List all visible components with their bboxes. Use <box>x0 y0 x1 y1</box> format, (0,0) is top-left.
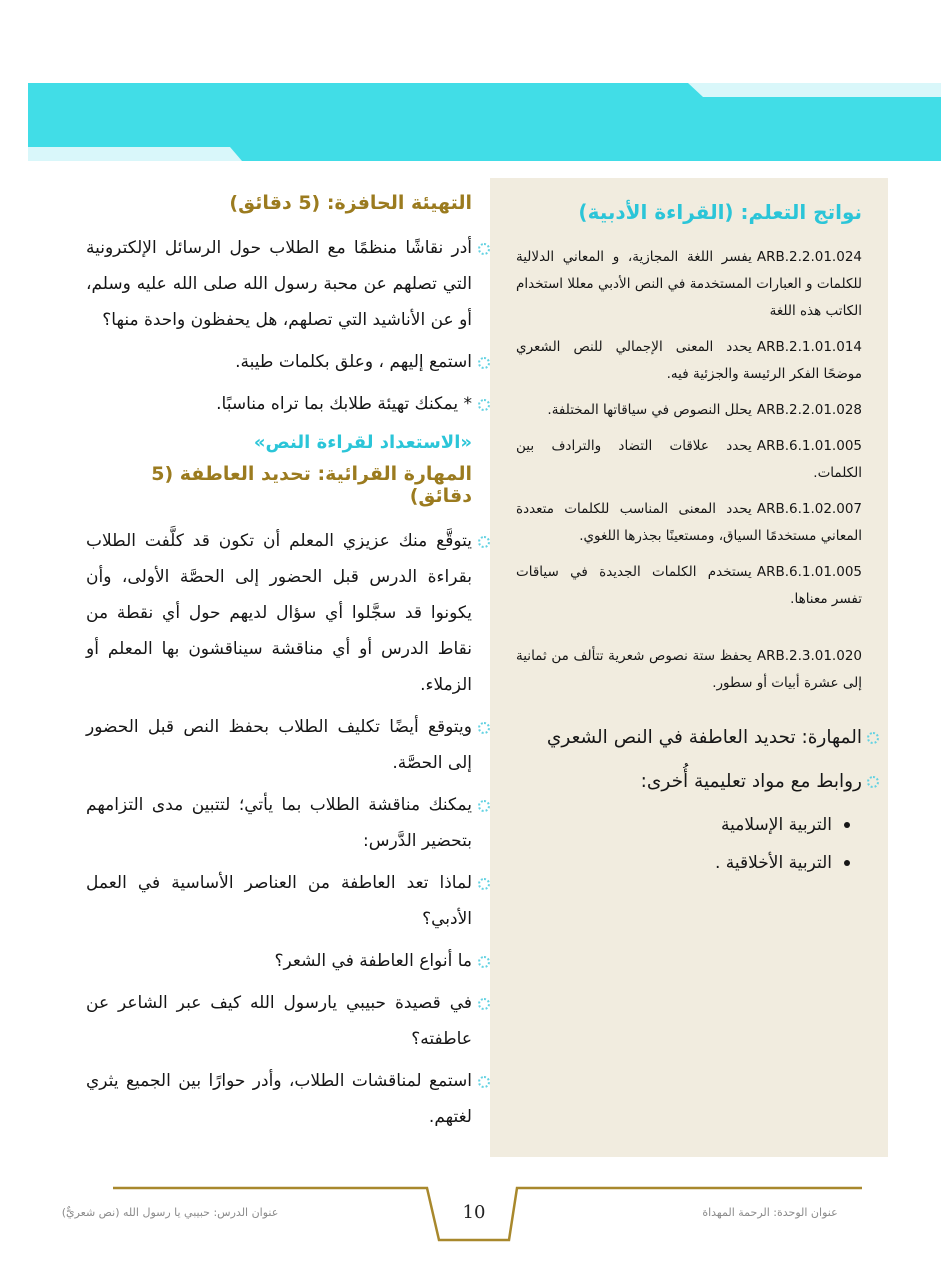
outcomes-title: نواتج التعلم: (القراءة الأدبية) <box>578 200 862 224</box>
bullet-text: ما أنواع العاطفة في الشعر؟ <box>274 951 472 971</box>
header-accent-strip-top-right <box>688 83 941 97</box>
outcome-code: ARB.6.1.01.005 <box>756 438 862 454</box>
lesson-instructions-column <box>86 192 472 1145</box>
bullet-text: استمع لمناقشات الطلاب، وأدر حوارًا بين الجميع يثري لغتهم. <box>86 1071 472 1127</box>
footer-unit-title: عنوان الوحدة: الرحمة المهداة <box>702 1206 838 1219</box>
outcome-code: ARB.6.1.01.005 <box>756 564 862 580</box>
outcome-code: ARB.2.2.01.024 <box>756 249 862 265</box>
linked-subjects-list <box>516 811 862 877</box>
linked-subject-item <box>516 811 862 839</box>
header-accent-strip-bottom-left <box>28 147 242 161</box>
warmup-bullet <box>86 344 472 380</box>
header-band <box>28 83 941 161</box>
outcome-text: يحفظ ستة نصوص شعرية تتألف من ثمانية إلى عشرة أبيات أو سطور. <box>516 648 862 691</box>
warmup-heading: التهيئة الحافزة: (5 دقائق) <box>229 192 472 214</box>
bullet-text: * يمكنك تهيئة طلابك بما تراه مناسبًا. <box>216 394 472 414</box>
skill-bullet <box>86 523 472 703</box>
outcome-item <box>516 244 862 325</box>
dotted-circle-bullet-icon <box>478 956 490 968</box>
bullet-text: يتوقَّع منك عزيزي المعلم أن تكون قد كلَّفت الطلاب بقراءة الدرس قبل الحضور إلى الحصَّة الأولى، وأن يكونوا قد سجَّلوا أي سؤال لديهم حول أي نقطة من نقاط الدرس أو أي مناقشة سيناقشون بها المعلم أو الزملاء. <box>86 531 472 695</box>
reading-prep-heading: «الاستعداد لقراءة النص» <box>253 432 472 453</box>
dotted-circle-bullet-icon <box>867 732 879 744</box>
warmup-bullet-list <box>86 230 472 422</box>
skill-item <box>516 767 862 797</box>
skill-bullet <box>86 787 472 859</box>
footer-lesson-title: عنوان الدرس: حبيبي يا رسول الله (نص شعريٌّ) <box>61 1206 279 1219</box>
skill-item <box>516 723 862 753</box>
dotted-circle-bullet-icon <box>478 998 490 1010</box>
bullet-dot-icon <box>844 860 850 866</box>
skill-list <box>516 723 862 797</box>
outcome-text: يحلل النصوص في سياقاتها المختلفة. <box>547 402 752 418</box>
outcome-code: ARB.2.3.01.020 <box>756 648 862 664</box>
bullet-text: في قصيدة حبيبي يارسول الله كيف عبر الشاعر عن عاطفته؟ <box>86 993 472 1049</box>
outcome-item <box>516 643 862 697</box>
linked-subject-text: التربية الأخلاقية . <box>714 853 832 873</box>
dotted-circle-bullet-icon <box>478 243 490 255</box>
outcome-item <box>516 559 862 613</box>
skill-text: المهارة: تحديد العاطفة في النص الشعري <box>546 727 862 748</box>
skill-bullet <box>86 709 472 781</box>
linked-subject-text: التربية الإسلامية <box>721 815 832 835</box>
dotted-circle-bullet-icon <box>478 357 490 369</box>
bullet-dot-icon <box>844 822 850 828</box>
dotted-circle-bullet-icon <box>478 536 490 548</box>
skill-bullet <box>86 985 472 1057</box>
dotted-circle-bullet-icon <box>478 878 490 890</box>
dotted-circle-bullet-icon <box>478 1076 490 1088</box>
outcome-text: يحدد المعنى المناسب للكلمات متعددة المعاني مستخدمًا السياق، ومستعينًا بجذرها اللغوي. <box>516 501 862 544</box>
outcome-text: يحدد علاقات التضاد والترادف بين الكلمات. <box>516 438 862 481</box>
bullet-text: أدر نقاشًا منظمًا مع الطلاب حول الرسائل الإلكترونية التي تصلهم عن محبة رسول الله صلى الله عليه وسلم، أو عن الأناشيد التي تصلهم، هل يحفظون واحدة منها؟ <box>86 238 472 330</box>
outcome-text: يفسر اللغة المجازية، و المعاني الدلالية للكلمات و العبارات المستخدمة في النص الأدبي معللا استخدام الكاتب هذه اللغة <box>516 249 862 319</box>
linked-subject-item <box>516 849 862 877</box>
dotted-circle-bullet-icon <box>478 399 490 411</box>
reading-skill-heading: المهارة القرائية: تحديد العاطفة (5 دقائق) <box>151 463 472 507</box>
outcome-text: يحدد المعنى الإجمالي للنص الشعري موضحًا الفكر الرئيسة والجزئية فيه. <box>516 339 862 382</box>
bullet-text: يمكنك مناقشة الطلاب بما يأتي؛ لتتبين مدى التزامهم بتحضير الدَّرس: <box>86 795 472 851</box>
outcome-code: ARB.2.1.01.014 <box>756 339 862 355</box>
skill-bullet <box>86 1063 472 1135</box>
bullet-text: لماذا تعد العاطفة من العناصر الأساسية في العمل الأدبي؟ <box>86 873 472 929</box>
learning-outcomes-panel <box>490 178 888 1157</box>
outcome-item <box>516 496 862 550</box>
outcomes-list <box>516 244 862 697</box>
skill-text: روابط مع مواد تعليمية أُخرى: <box>640 771 862 792</box>
skill-bullet <box>86 865 472 937</box>
page-number: 10 <box>462 1202 486 1223</box>
outcome-item <box>516 334 862 388</box>
dotted-circle-bullet-icon <box>867 776 879 788</box>
outcome-item <box>516 397 862 424</box>
skill-bullet <box>86 943 472 979</box>
warmup-bullet <box>86 230 472 338</box>
outcome-code: ARB.2.2.01.028 <box>756 402 862 418</box>
dotted-circle-bullet-icon <box>478 722 490 734</box>
outcome-code: ARB.6.1.02.007 <box>756 501 862 517</box>
bullet-text: استمع إليهم ، وعلق بكلمات طيبة. <box>235 352 472 372</box>
dotted-circle-bullet-icon <box>478 800 490 812</box>
outcome-item <box>516 433 862 487</box>
warmup-bullet <box>86 386 472 422</box>
outcome-text: يستخدم الكلمات الجديدة في سياقات تفسر معناها. <box>516 564 862 607</box>
reading-skill-bullet-list <box>86 523 472 1135</box>
bullet-text: ويتوقع أيضًا تكليف الطلاب بحفظ النص قبل الحضور إلى الحصَّة. <box>86 717 472 773</box>
